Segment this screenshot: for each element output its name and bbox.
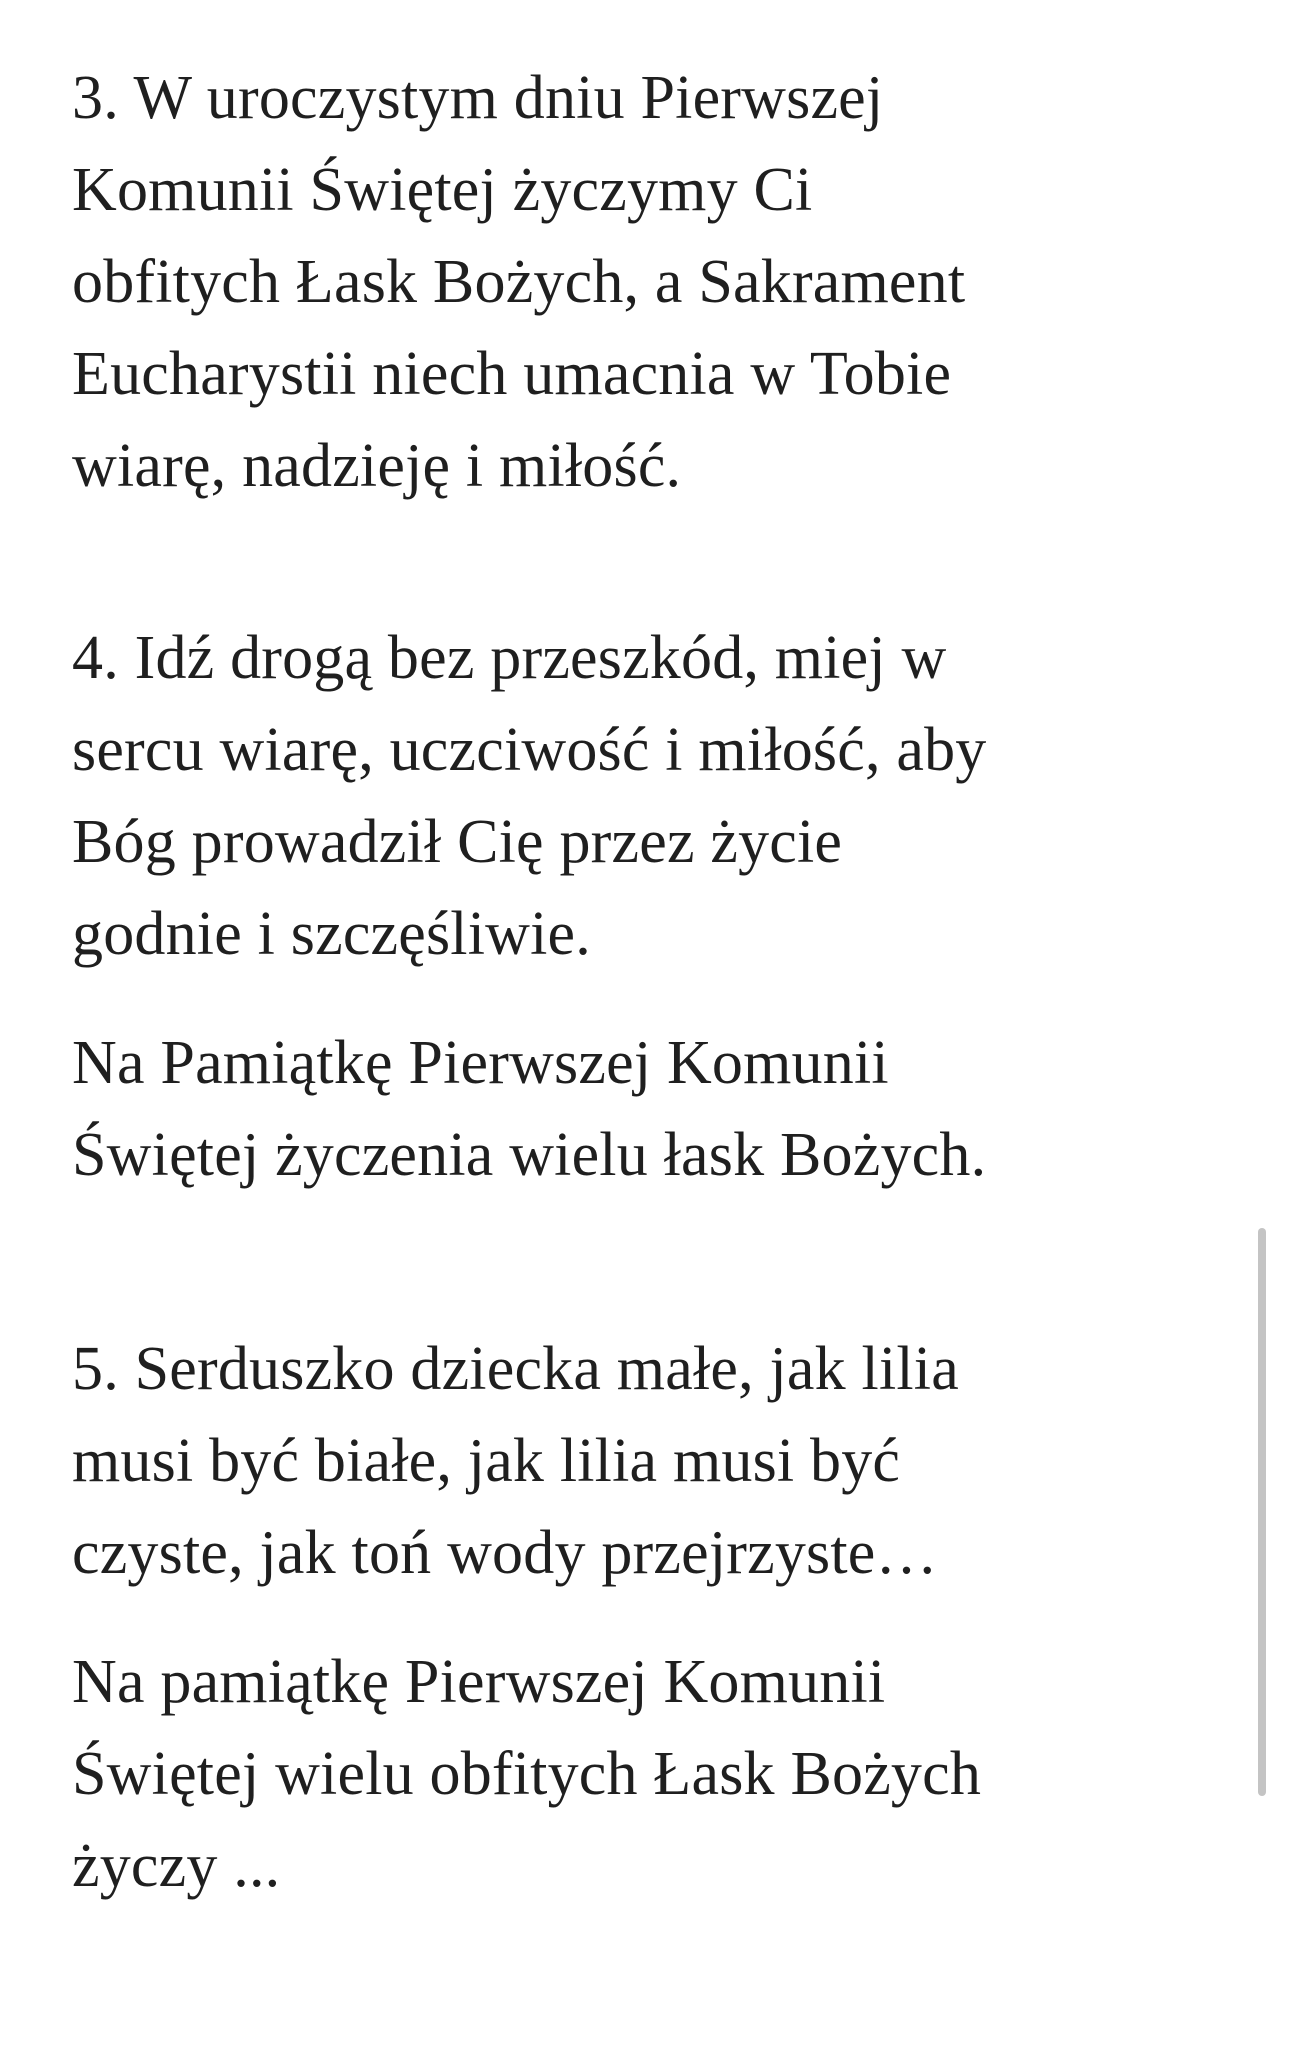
wish-paragraph-3: 3. W uroczystym dniu Pierwszej Komunii Świętej życzymy Ci obfitych Łask Bożych, a Sakrament Eucharystii niech umacnia w Tobie wiarę, nadzieję i miłość. — [72, 64, 966, 500]
wish-paragraph-4-dedication: Na Pamiątkę Pierwszej Komunii Świętej życzenia wielu łask Bożych. — [72, 1029, 987, 1189]
article-body — [72, 52, 1232, 1912]
vertical-scrollbar[interactable] — [1258, 1228, 1266, 1796]
wish-paragraph-4: 4. Idź drogą bez przeszkód, miej w sercu wiarę, uczciwość i miłość, aby Bóg prowadził Cię przez życie godnie i szczęśliwie. — [72, 624, 987, 968]
wish-paragraph-5-dedication: Na pamiątkę Pierwszej Komunii Świętej wielu obfitych Łask Bożych życzy ... — [72, 1648, 982, 1900]
wish-paragraph-5: 5. Serduszko dziecka małe, jak lilia musi być białe, jak lilia musi być czyste, jak toń wody przejrzyste… — [72, 1335, 959, 1587]
